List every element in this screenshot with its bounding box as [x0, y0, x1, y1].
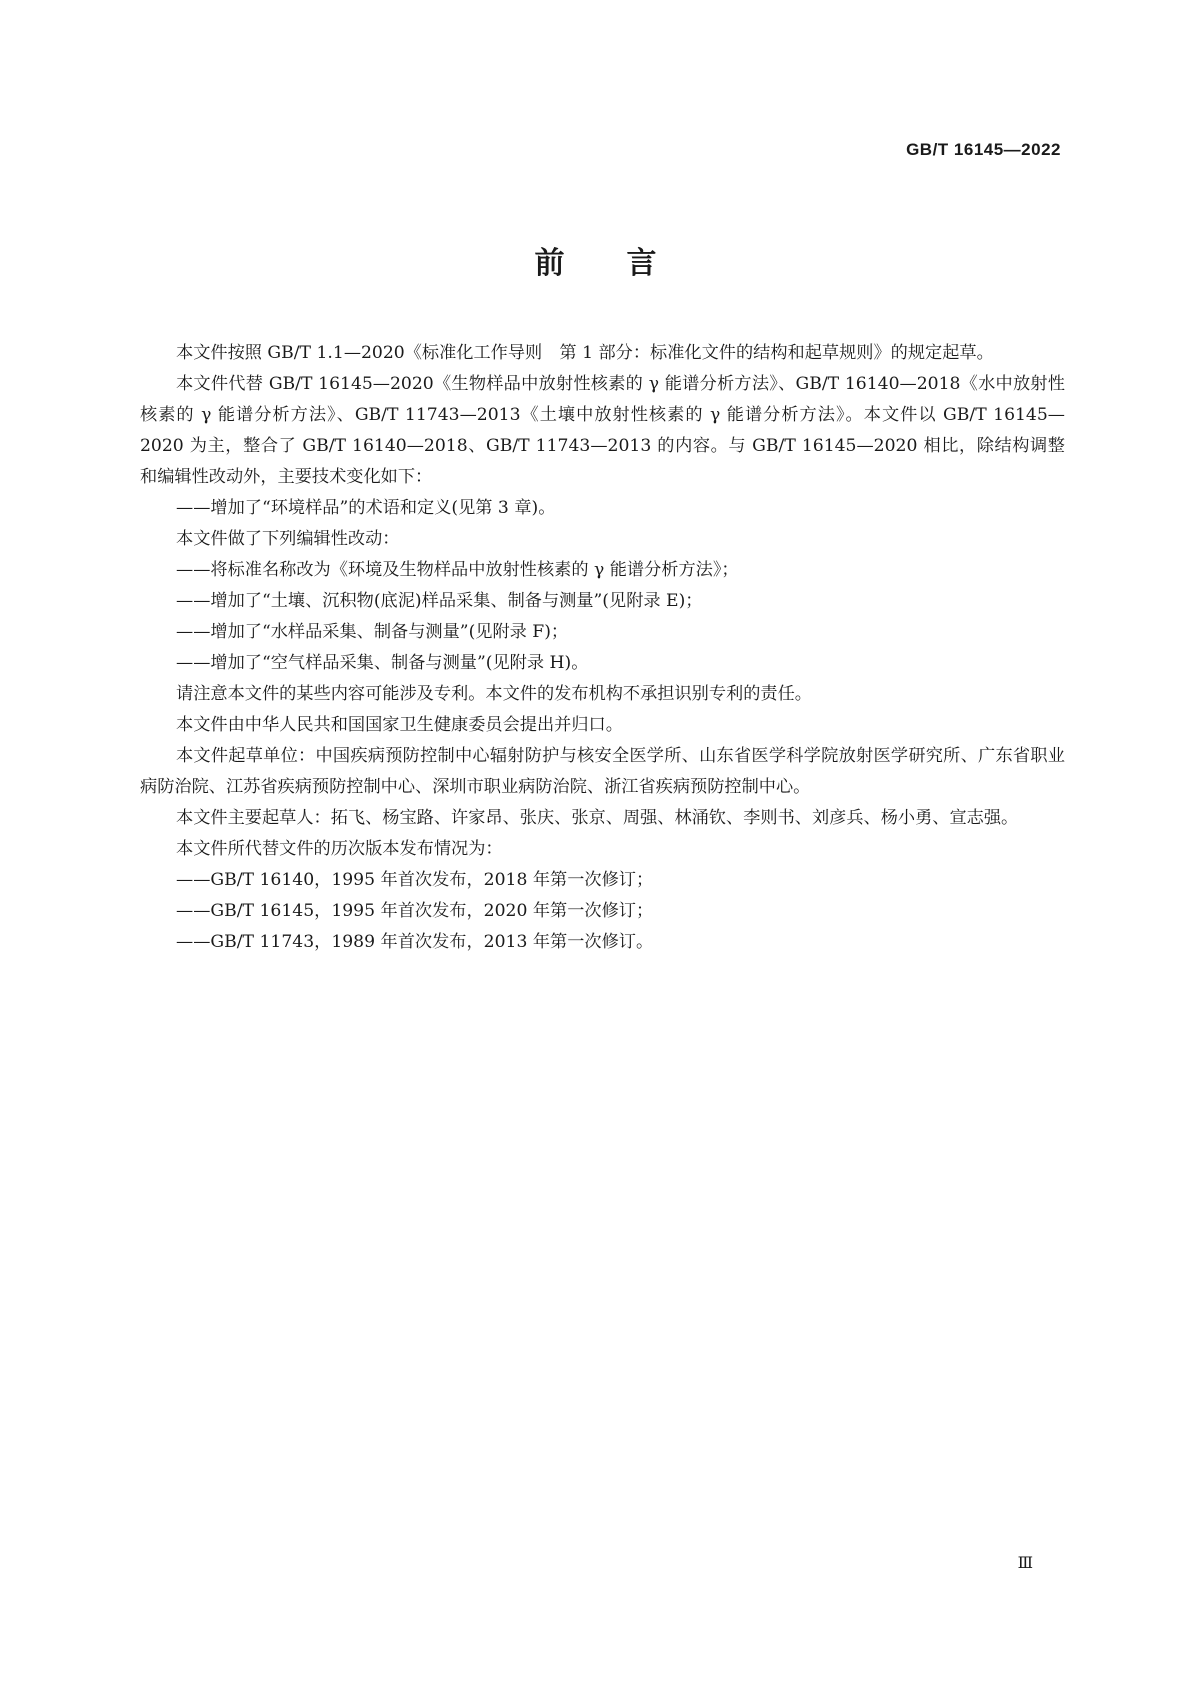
paragraph: 本文件由中华人民共和国国家卫生健康委员会提出并归口。: [176, 715, 623, 735]
list-item: ——GB/T 11743，1989 年首次发布，2013 年第一次修订。: [176, 932, 654, 952]
list-item: ——增加了“空气样品采集、制备与测量”(见附录 H)。: [176, 653, 589, 673]
list-item: ——增加了“土壤、沉积物(底泥)样品采集、制备与测量”(见附录 E)；: [176, 591, 703, 611]
page-number: Ⅲ: [1017, 1553, 1033, 1572]
paragraph: 本文件起草单位：中国疾病预防控制中心辐射防护与核安全医学所、山东省医学科学院放射医学研究所、广东省职业病防治院、江苏省疾病预防控制中心、深圳市职业病防治院、浙江省疾病预防控制中心。: [140, 746, 1065, 797]
paragraph: 本文件按照 GB/T 1.1—2020《标准化工作导则 第 1 部分：标准化文件的结构和起草规则》的规定起草。: [176, 343, 994, 363]
paragraph: 本文件所代替文件的历次版本发布情况为：: [176, 839, 503, 859]
document-body: [140, 338, 1065, 958]
paragraph: 本文件代替 GB/T 16145—2020《生物样品中放射性核素的 γ 能谱分析方法》、GB/T 16140—2018《水中放射性核素的 γ 能谱分析方法》、GB/T 11743—2013《土壤中放射性核素的 γ 能谱分析方法》。本文件以 GB/T 16145—2020 为主，整合了 GB/T 16140—2018、GB/T 11743—2013 的内容。与 GB/T 16145—2020 相比，除结构调整和编辑性改动外，主要技术变化如下：: [140, 374, 1065, 487]
list-item: ——GB/T 16140，1995 年首次发布，2018 年第一次修订；: [176, 870, 654, 890]
page-title: 前言: [534, 246, 719, 281]
paragraph: 请注意本文件的某些内容可能涉及专利。本文件的发布机构不承担识别专利的责任。: [176, 684, 812, 704]
list-item: ——将标准名称改为《环境及生物样品中放射性核素的 γ 能谱分析方法》；: [176, 560, 739, 580]
paragraph: 本文件做了下列编辑性改动：: [176, 529, 400, 549]
list-item: ——增加了“环境样品”的术语和定义(见第 3 章)。: [176, 498, 556, 518]
paragraph: 本文件主要起草人：拓飞、杨宝路、许家昂、张庆、张京、周强、林涌钦、李则书、刘彦兵、杨小勇、宣志强。: [176, 808, 1019, 828]
list-item: ——GB/T 16145，1995 年首次发布，2020 年第一次修订；: [176, 901, 654, 921]
standard-code: GB/T 16145—2022: [906, 140, 1061, 159]
list-item: ——增加了“水样品采集、制备与测量”(见附录 F)；: [176, 622, 569, 642]
